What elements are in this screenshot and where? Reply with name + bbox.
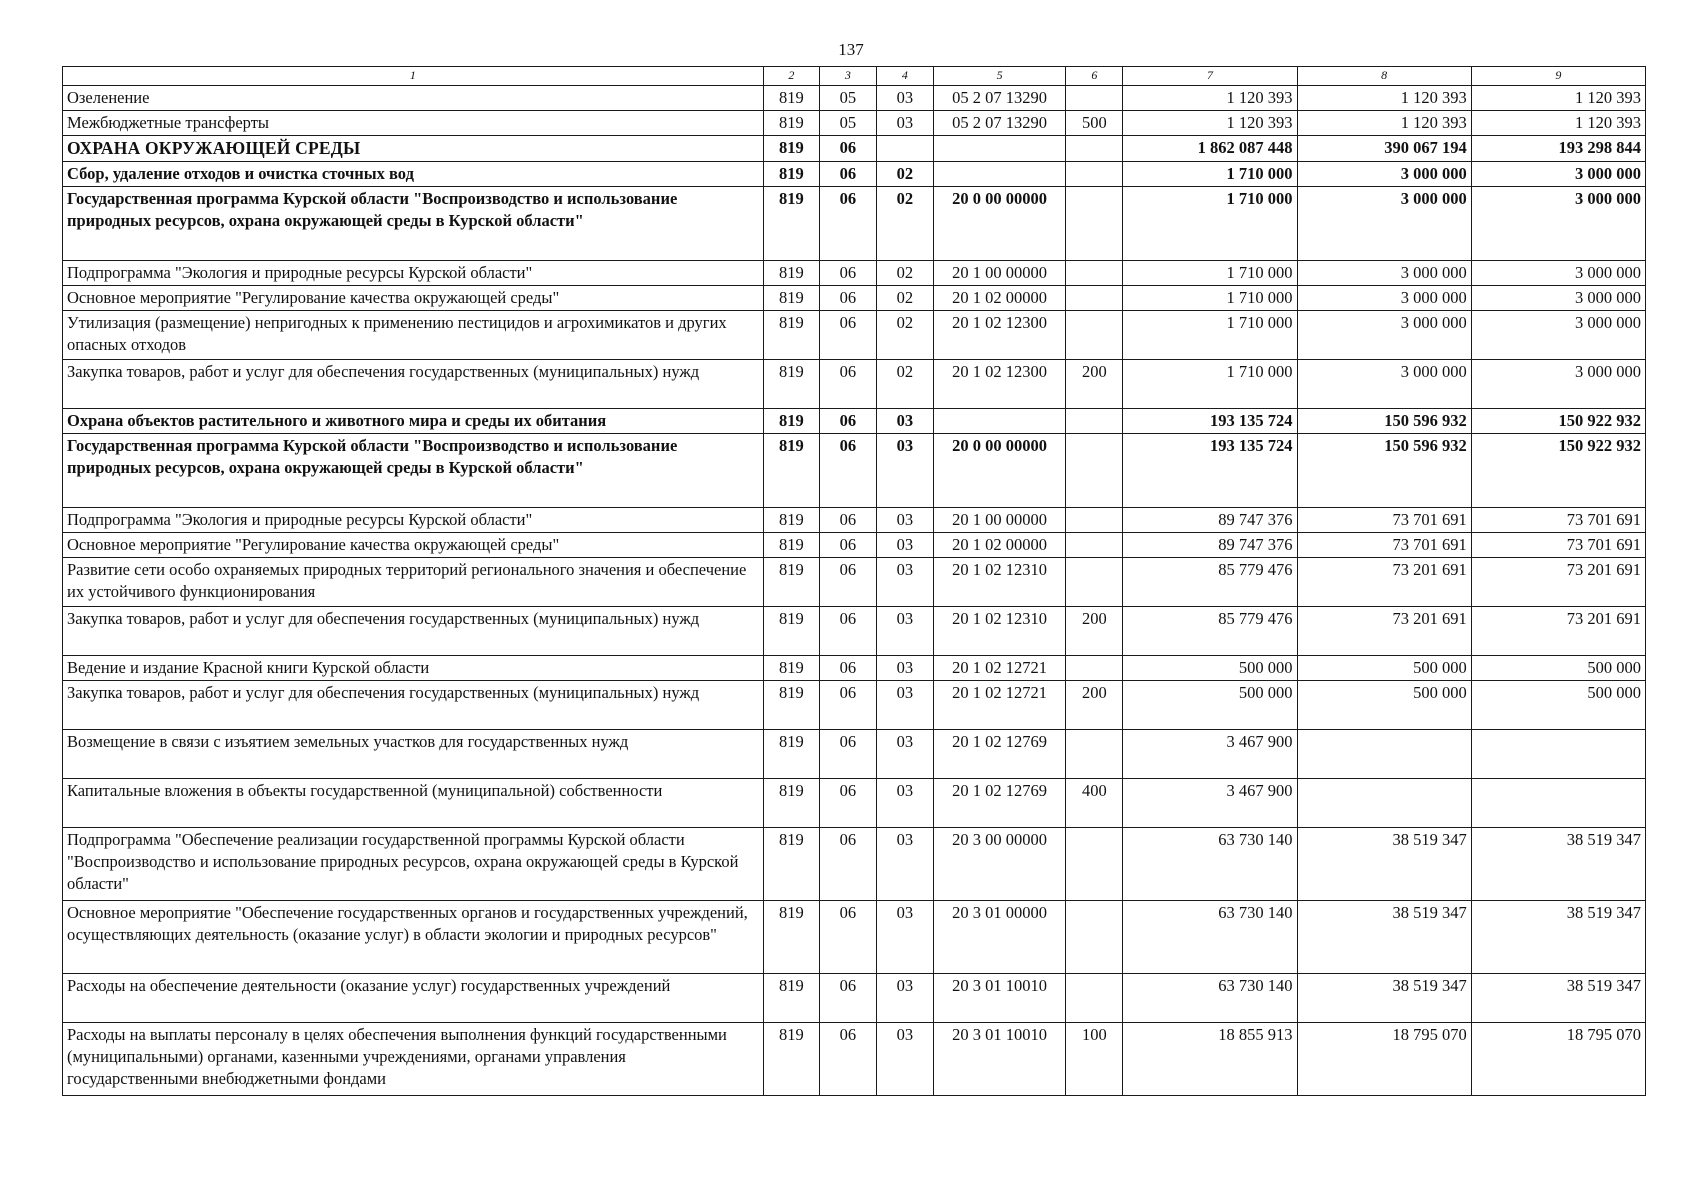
target-article-cell (933, 136, 1065, 162)
sum-col7-cell: 1 710 000 (1123, 311, 1297, 360)
sum-col8-cell: 73 201 691 (1297, 607, 1471, 656)
row-name-cell: Закупка товаров, работ и услуг для обеспечения государственных (муниципальных) нужд (63, 607, 764, 656)
expense-type-cell: 400 (1066, 779, 1123, 828)
subsection-cell: 02 (876, 311, 933, 360)
target-article-cell: 20 1 02 12310 (933, 558, 1065, 607)
grbs-code-cell: 819 (763, 828, 819, 901)
sum-col8-cell: 3 000 000 (1297, 261, 1471, 286)
section-cell: 06 (819, 533, 876, 558)
sum-col8-cell: 3 000 000 (1297, 286, 1471, 311)
sum-col9-cell: 1 120 393 (1471, 86, 1645, 111)
target-article-cell: 20 1 02 12721 (933, 656, 1065, 681)
sum-col8-cell: 1 120 393 (1297, 86, 1471, 111)
section-cell: 05 (819, 111, 876, 136)
sum-col7-cell: 89 747 376 (1123, 508, 1297, 533)
sum-col9-cell: 3 000 000 (1471, 187, 1645, 261)
grbs-code-cell: 819 (763, 261, 819, 286)
sum-col8-cell: 3 000 000 (1297, 187, 1471, 261)
sum-col8-cell: 18 795 070 (1297, 1023, 1471, 1096)
sum-col7-cell: 1 120 393 (1123, 86, 1297, 111)
sum-col8-cell (1297, 730, 1471, 779)
row-name-cell: ОХРАНА ОКРУЖАЮЩЕЙ СРЕДЫ (63, 136, 764, 162)
expense-type-cell: 100 (1066, 1023, 1123, 1096)
subsection-cell: 03 (876, 434, 933, 508)
expense-type-cell (1066, 730, 1123, 779)
sum-col9-cell: 73 201 691 (1471, 607, 1645, 656)
expense-type-cell (1066, 86, 1123, 111)
table-row (63, 508, 1646, 533)
subsection-cell: 02 (876, 162, 933, 187)
grbs-code-cell: 819 (763, 974, 819, 1023)
target-article-cell (933, 162, 1065, 187)
column-header-1: 1 (63, 67, 764, 86)
sum-col8-cell: 1 120 393 (1297, 111, 1471, 136)
expense-type-cell (1066, 558, 1123, 607)
sum-col7-cell: 193 135 724 (1123, 409, 1297, 434)
sum-col7-cell: 18 855 913 (1123, 1023, 1297, 1096)
subsection-cell: 03 (876, 779, 933, 828)
expense-type-cell (1066, 828, 1123, 901)
sum-col7-cell: 63 730 140 (1123, 974, 1297, 1023)
sum-col8-cell: 3 000 000 (1297, 311, 1471, 360)
column-header-3: 3 (819, 67, 876, 86)
sum-col7-cell: 500 000 (1123, 681, 1297, 730)
expense-type-cell (1066, 434, 1123, 508)
section-cell: 06 (819, 187, 876, 261)
section-cell: 06 (819, 136, 876, 162)
grbs-code-cell: 819 (763, 434, 819, 508)
expense-type-cell (1066, 187, 1123, 261)
table-header (63, 67, 1646, 86)
expense-type-cell (1066, 162, 1123, 187)
subsection-cell: 02 (876, 286, 933, 311)
sum-col7-cell: 1 120 393 (1123, 111, 1297, 136)
sum-col8-cell: 500 000 (1297, 656, 1471, 681)
subsection-cell: 03 (876, 901, 933, 974)
row-name-cell: Озеленение (63, 86, 764, 111)
sum-col8-cell: 38 519 347 (1297, 974, 1471, 1023)
expense-type-cell (1066, 311, 1123, 360)
column-header-9: 9 (1471, 67, 1645, 86)
row-name-cell: Расходы на выплаты персоналу в целях обеспечения выполнения функций государственными (муниципальными) органами, казенными учреждениями, органами управления государственными внебюджетными фондами (63, 1023, 764, 1096)
sum-col7-cell: 1 710 000 (1123, 286, 1297, 311)
expense-type-cell (1066, 656, 1123, 681)
column-number-row (63, 67, 1646, 86)
sum-col9-cell: 73 701 691 (1471, 508, 1645, 533)
target-article-cell: 20 1 02 12300 (933, 311, 1065, 360)
section-cell: 06 (819, 681, 876, 730)
table-row (63, 828, 1646, 901)
sum-col7-cell: 85 779 476 (1123, 558, 1297, 607)
column-header-5: 5 (933, 67, 1065, 86)
row-name-cell: Капитальные вложения в объекты государственной (муниципальной) собственности (63, 779, 764, 828)
page-number: 137 (838, 40, 864, 59)
budget-table (62, 66, 1646, 1096)
row-name-cell: Закупка товаров, работ и услуг для обеспечения государственных (муниципальных) нужд (63, 681, 764, 730)
sum-col7-cell: 1 710 000 (1123, 162, 1297, 187)
target-article-cell: 20 1 02 00000 (933, 533, 1065, 558)
sum-col9-cell: 500 000 (1471, 656, 1645, 681)
target-article-cell: 20 1 02 12769 (933, 730, 1065, 779)
subsection-cell: 03 (876, 508, 933, 533)
sum-col9-cell: 193 298 844 (1471, 136, 1645, 162)
subsection-cell: 03 (876, 86, 933, 111)
subsection-cell: 02 (876, 187, 933, 261)
table-row (63, 607, 1646, 656)
grbs-code-cell: 819 (763, 533, 819, 558)
expense-type-cell (1066, 901, 1123, 974)
grbs-code-cell: 819 (763, 187, 819, 261)
grbs-code-cell: 819 (763, 311, 819, 360)
table-row (63, 901, 1646, 974)
expense-type-cell: 200 (1066, 607, 1123, 656)
sum-col9-cell: 18 795 070 (1471, 1023, 1645, 1096)
sum-col8-cell: 150 596 932 (1297, 409, 1471, 434)
sum-col7-cell: 1 710 000 (1123, 261, 1297, 286)
grbs-code-cell: 819 (763, 779, 819, 828)
section-cell: 06 (819, 360, 876, 409)
subsection-cell: 03 (876, 681, 933, 730)
sum-col7-cell: 500 000 (1123, 656, 1297, 681)
row-name-cell: Возмещение в связи с изъятием земельных участков для государственных нужд (63, 730, 764, 779)
sum-col8-cell: 73 701 691 (1297, 533, 1471, 558)
expense-type-cell: 500 (1066, 111, 1123, 136)
row-name-cell: Расходы на обеспечение деятельности (оказание услуг) государственных учреждений (63, 974, 764, 1023)
expense-type-cell (1066, 136, 1123, 162)
sum-col8-cell: 38 519 347 (1297, 901, 1471, 974)
sum-col9-cell: 150 922 932 (1471, 409, 1645, 434)
sum-col7-cell: 1 862 087 448 (1123, 136, 1297, 162)
target-article-cell: 20 0 00 00000 (933, 434, 1065, 508)
sum-col9-cell (1471, 730, 1645, 779)
sum-col9-cell: 3 000 000 (1471, 286, 1645, 311)
sum-col8-cell: 390 067 194 (1297, 136, 1471, 162)
expense-type-cell (1066, 508, 1123, 533)
section-cell: 06 (819, 607, 876, 656)
sum-col7-cell: 3 467 900 (1123, 730, 1297, 779)
expense-type-cell (1066, 974, 1123, 1023)
expense-type-cell (1066, 409, 1123, 434)
grbs-code-cell: 819 (763, 730, 819, 779)
subsection-cell: 03 (876, 558, 933, 607)
grbs-code-cell: 819 (763, 111, 819, 136)
sum-col7-cell: 85 779 476 (1123, 607, 1297, 656)
row-name-cell: Ведение и издание Красной книги Курской области (63, 656, 764, 681)
grbs-code-cell: 819 (763, 162, 819, 187)
table-body (63, 86, 1646, 1096)
row-name-cell: Охрана объектов растительного и животного мира и среды их обитания (63, 409, 764, 434)
section-cell: 05 (819, 86, 876, 111)
target-article-cell: 05 2 07 13290 (933, 111, 1065, 136)
sum-col9-cell: 500 000 (1471, 681, 1645, 730)
grbs-code-cell: 819 (763, 286, 819, 311)
table-row (63, 656, 1646, 681)
row-name-cell: Подпрограмма "Экология и природные ресурсы Курской области" (63, 261, 764, 286)
column-header-2: 2 (763, 67, 819, 86)
sum-col8-cell: 3 000 000 (1297, 162, 1471, 187)
sum-col9-cell: 38 519 347 (1471, 901, 1645, 974)
section-cell: 06 (819, 261, 876, 286)
sum-col7-cell: 89 747 376 (1123, 533, 1297, 558)
sum-col9-cell: 1 120 393 (1471, 111, 1645, 136)
sum-col9-cell: 150 922 932 (1471, 434, 1645, 508)
row-name-cell: Основное мероприятие "Регулирование качества окружающей среды" (63, 533, 764, 558)
row-name-cell: Государственная программа Курской области "Воспроизводство и использование природных ресурсов, охрана окружающей среды в Курской области" (63, 187, 764, 261)
target-article-cell: 20 1 02 12300 (933, 360, 1065, 409)
table-row (63, 533, 1646, 558)
target-article-cell: 20 1 02 00000 (933, 286, 1065, 311)
table-row (63, 187, 1646, 261)
table-row (63, 86, 1646, 111)
target-article-cell: 20 1 02 12769 (933, 779, 1065, 828)
row-name-cell: Сбор, удаление отходов и очистка сточных вод (63, 162, 764, 187)
subsection-cell: 03 (876, 730, 933, 779)
sum-col7-cell: 63 730 140 (1123, 828, 1297, 901)
target-article-cell: 05 2 07 13290 (933, 86, 1065, 111)
section-cell: 06 (819, 779, 876, 828)
table-row (63, 162, 1646, 187)
section-cell: 06 (819, 508, 876, 533)
section-cell: 06 (819, 730, 876, 779)
table-row (63, 311, 1646, 360)
expense-type-cell: 200 (1066, 360, 1123, 409)
grbs-code-cell: 819 (763, 607, 819, 656)
subsection-cell: 03 (876, 409, 933, 434)
grbs-code-cell: 819 (763, 409, 819, 434)
target-article-cell: 20 3 00 00000 (933, 828, 1065, 901)
target-article-cell (933, 409, 1065, 434)
table-row (63, 974, 1646, 1023)
sum-col9-cell: 3 000 000 (1471, 162, 1645, 187)
sum-col9-cell: 3 000 000 (1471, 311, 1645, 360)
target-article-cell: 20 3 01 10010 (933, 1023, 1065, 1096)
sum-col8-cell: 3 000 000 (1297, 360, 1471, 409)
grbs-code-cell: 819 (763, 508, 819, 533)
grbs-code-cell: 819 (763, 136, 819, 162)
table-row (63, 730, 1646, 779)
row-name-cell: Развитие сети особо охраняемых природных территорий регионального значения и обеспечение их устойчивого функционирования (63, 558, 764, 607)
row-name-cell: Закупка товаров, работ и услуг для обеспечения государственных (муниципальных) нужд (63, 360, 764, 409)
target-article-cell: 20 3 01 00000 (933, 901, 1065, 974)
sum-col9-cell: 73 701 691 (1471, 533, 1645, 558)
section-cell: 06 (819, 558, 876, 607)
subsection-cell: 03 (876, 974, 933, 1023)
section-cell: 06 (819, 162, 876, 187)
target-article-cell: 20 1 02 12310 (933, 607, 1065, 656)
sum-col9-cell: 3 000 000 (1471, 261, 1645, 286)
table-row (63, 360, 1646, 409)
section-cell: 06 (819, 434, 876, 508)
sum-col9-cell: 3 000 000 (1471, 360, 1645, 409)
sum-col8-cell: 73 701 691 (1297, 508, 1471, 533)
target-article-cell: 20 1 00 00000 (933, 508, 1065, 533)
sum-col7-cell: 1 710 000 (1123, 187, 1297, 261)
section-cell: 06 (819, 656, 876, 681)
subsection-cell: 03 (876, 533, 933, 558)
target-article-cell: 20 1 00 00000 (933, 261, 1065, 286)
row-name-cell: Подпрограмма "Экология и природные ресурсы Курской области" (63, 508, 764, 533)
target-article-cell: 20 1 02 12721 (933, 681, 1065, 730)
table-row (63, 111, 1646, 136)
expense-type-cell (1066, 533, 1123, 558)
table-row (63, 434, 1646, 508)
sum-col9-cell (1471, 779, 1645, 828)
column-header-8: 8 (1297, 67, 1471, 86)
section-cell: 06 (819, 974, 876, 1023)
table-row (63, 681, 1646, 730)
sum-col9-cell: 38 519 347 (1471, 828, 1645, 901)
row-name-cell: Подпрограмма "Обеспечение реализации государственной программы Курской области "Воспроизводство и использование природных ресурсов, охрана окружающей среды в Курской области" (63, 828, 764, 901)
table-row (63, 1023, 1646, 1096)
subsection-cell: 03 (876, 607, 933, 656)
section-cell: 06 (819, 828, 876, 901)
row-name-cell: Государственная программа Курской области "Воспроизводство и использование природных ресурсов, охрана окружающей среды в Курской области" (63, 434, 764, 508)
subsection-cell (876, 136, 933, 162)
expense-type-cell (1066, 286, 1123, 311)
grbs-code-cell: 819 (763, 1023, 819, 1096)
sum-col7-cell: 63 730 140 (1123, 901, 1297, 974)
sum-col8-cell (1297, 779, 1471, 828)
subsection-cell: 02 (876, 261, 933, 286)
column-header-4: 4 (876, 67, 933, 86)
expense-type-cell: 200 (1066, 681, 1123, 730)
sum-col7-cell: 193 135 724 (1123, 434, 1297, 508)
sum-col8-cell: 150 596 932 (1297, 434, 1471, 508)
table-row (63, 286, 1646, 311)
sum-col8-cell: 38 519 347 (1297, 828, 1471, 901)
sum-col9-cell: 73 201 691 (1471, 558, 1645, 607)
sum-col8-cell: 500 000 (1297, 681, 1471, 730)
target-article-cell: 20 0 00 00000 (933, 187, 1065, 261)
subsection-cell: 02 (876, 360, 933, 409)
subsection-cell: 03 (876, 656, 933, 681)
section-cell: 06 (819, 901, 876, 974)
row-name-cell: Утилизация (размещение) непригодных к применению пестицидов и агрохимикатов и других опасных отходов (63, 311, 764, 360)
sum-col7-cell: 3 467 900 (1123, 779, 1297, 828)
subsection-cell: 03 (876, 111, 933, 136)
sum-col7-cell: 1 710 000 (1123, 360, 1297, 409)
table-row (63, 136, 1646, 162)
grbs-code-cell: 819 (763, 901, 819, 974)
expense-type-cell (1066, 261, 1123, 286)
table-row (63, 261, 1646, 286)
section-cell: 06 (819, 1023, 876, 1096)
subsection-cell: 03 (876, 828, 933, 901)
sum-col8-cell: 73 201 691 (1297, 558, 1471, 607)
row-name-cell: Межбюджетные трансферты (63, 111, 764, 136)
table-row (63, 779, 1646, 828)
table-row (63, 409, 1646, 434)
row-name-cell: Основное мероприятие "Регулирование качества окружающей среды" (63, 286, 764, 311)
section-cell: 06 (819, 311, 876, 360)
grbs-code-cell: 819 (763, 656, 819, 681)
section-cell: 06 (819, 409, 876, 434)
subsection-cell: 03 (876, 1023, 933, 1096)
grbs-code-cell: 819 (763, 86, 819, 111)
row-name-cell: Основное мероприятие "Обеспечение государственных органов и государственных учреждений, осуществляющих деятельность (оказание услуг) в области экологии и природных ресурсов" (63, 901, 764, 974)
target-article-cell: 20 3 01 10010 (933, 974, 1065, 1023)
column-header-7: 7 (1123, 67, 1297, 86)
grbs-code-cell: 819 (763, 360, 819, 409)
grbs-code-cell: 819 (763, 681, 819, 730)
grbs-code-cell: 819 (763, 558, 819, 607)
table-row (63, 558, 1646, 607)
sum-col9-cell: 38 519 347 (1471, 974, 1645, 1023)
section-cell: 06 (819, 286, 876, 311)
column-header-6: 6 (1066, 67, 1123, 86)
